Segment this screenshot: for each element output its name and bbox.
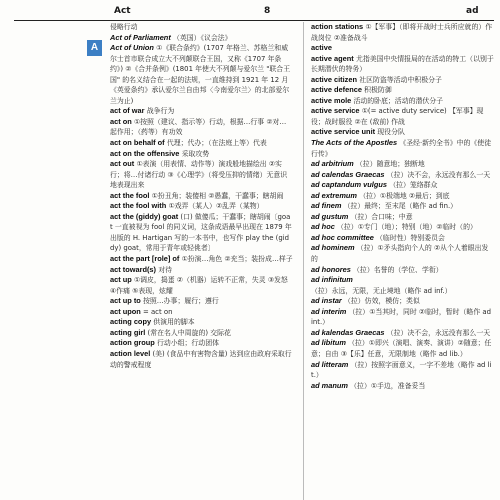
entry-definition: （临时性）特别委员会	[376, 233, 445, 242]
entry-headword: ad honores	[311, 264, 351, 274]
dictionary-entry	[110, 265, 293, 276]
dictionary-entry	[110, 149, 293, 160]
entry-definition: （拉）笼络群众	[389, 181, 438, 190]
dictionary-entry	[110, 117, 293, 138]
entry-headword: acting girl	[110, 327, 146, 337]
entry-headword: ad interim	[311, 306, 347, 316]
letter-tab: A	[87, 40, 102, 56]
entry-headword: act the part [role] of	[110, 254, 180, 264]
dictionary-entry	[311, 22, 494, 43]
dictionary-entry	[110, 317, 293, 328]
dictionary-entry	[110, 22, 293, 33]
entry-headword: ad finem	[311, 201, 342, 211]
dictionary-entry	[110, 275, 293, 296]
entry-definition: 战争行为	[146, 107, 175, 116]
dictionary-entry	[110, 191, 293, 202]
entry-definition: ①扮演…角色 ②充当；装扮成…样子	[181, 255, 293, 264]
right-column	[311, 22, 494, 391]
dictionary-entry	[311, 212, 494, 223]
dictionary-entry	[110, 43, 293, 106]
entry-definition: (美) (食品中有害物含量) 达到应由政府采取行动的警戒程度	[110, 349, 292, 369]
entry-headword: act the (giddy) goat	[110, 211, 179, 221]
entry-headword: act up to	[110, 296, 141, 306]
entry-definition: （拉）①当其时，同时 ②临时，暂时（略作 ad int.）	[311, 307, 492, 327]
entry-headword: Act of Parliament	[110, 32, 171, 42]
entry-definition: （拉）名誉的（学位、学衔）	[353, 265, 443, 274]
dictionary-entry	[110, 106, 293, 117]
entry-definition: （拉）①即兴（演唱、演奏、演讲）②随意；任意；自由 ③【乐】任意，无限制地（略作 ad lib.）	[311, 339, 492, 358]
header-left-guideword: Act	[114, 6, 131, 16]
dictionary-entry	[311, 222, 494, 233]
entry-definition: 积极防御	[364, 86, 392, 95]
dictionary-entry	[311, 381, 494, 392]
dictionary-entry	[311, 96, 494, 107]
entry-definition: 按照…办事；履行；遵行	[143, 297, 219, 306]
entry-headword: ad litteram	[311, 359, 349, 369]
entry-definition: （拉）决不会，永远没有那么一天	[386, 170, 491, 179]
entry-headword: active service unit	[311, 127, 376, 137]
entry-headword: active defence	[311, 85, 362, 95]
dictionary-entry	[110, 328, 293, 339]
dictionary-entry	[311, 127, 494, 138]
entry-definition: 现役分队	[377, 128, 405, 137]
entry-definition: （拉）最终；至末尾（略作 ad fin.）	[343, 202, 458, 211]
entry-columns	[106, 22, 496, 500]
dictionary-entry	[110, 254, 293, 265]
dictionary-entry	[311, 191, 494, 202]
entry-headword: action group	[110, 338, 155, 348]
column-divider	[303, 22, 304, 500]
dictionary-entry	[311, 201, 494, 212]
entry-definition: (口) 做傻瓜；干蠢事；瞎胡闹〔goat 一直被视为 fool 的同义词，这条成语最早出现在 1879 年出版的 H. Hartigan 写的一本书中，也写作 play the (giddy) goat，常用于青年或轻佻者〕	[110, 212, 292, 253]
dictionary-entry	[311, 265, 494, 276]
entry-definition: 对待	[158, 265, 172, 274]
entry-headword: act up	[110, 275, 132, 285]
entry-definition: （拉）决不会，永远没有那么一天	[386, 328, 491, 337]
entry-definition: ①《联合条约》(1707 年格兰、苏格兰和威尔士首市联合成立大不列颠联合王国，又称《1707 年条约》) ②《合并条例》(1801 年使大不列颠与爱尔兰 "联合王国" 的名义结合在一起的法规，一直维持到 1921 年 12 月《英爱条约》承认爱尔兰自由邦〈今南爱尔兰〉的北部爱尔兰为止)	[110, 44, 291, 105]
entry-definition: （拉）按照字面意义，一字不差地（略作 ad lit.）	[311, 360, 492, 380]
entry-definition: ①调皮，捣蛋 ②（机器）运转不正常，失灵 ③发怒 ④作痛 ⑤表现，炫耀	[110, 276, 288, 295]
entry-definition: 侵略行动	[110, 23, 138, 31]
entry-headword: active mole	[311, 95, 352, 105]
entry-definition: ①戏弄（某人）②乱弄（某物）	[168, 202, 264, 211]
entry-headword: action stations	[311, 22, 364, 31]
entry-headword: act the fool with	[110, 201, 167, 211]
entry-headword: ad infinitum	[311, 275, 353, 285]
entry-headword: ad kalendas Graecas	[311, 327, 385, 337]
entry-definition: （拉）仿效，模仿；类似	[344, 297, 420, 306]
entry-headword: act on	[110, 116, 132, 126]
entry-definition: 《圣经·新约全书》中的《使徒行传》	[311, 139, 492, 158]
entry-headword: Act of Union	[110, 43, 154, 53]
entry-headword: act on behalf of	[110, 138, 165, 148]
entry-definition: 代理；代办；（在法庭上等）代表	[166, 139, 267, 148]
dictionary-entry	[311, 243, 494, 264]
dictionary-entry	[110, 212, 293, 254]
dictionary-entry	[110, 159, 293, 191]
entry-definition: ①扮丑角；装傻相 ②愚蠢，干蠢事；瞎胡闹	[151, 191, 284, 200]
dictionary-entry	[311, 85, 494, 96]
entry-definition: ①【军事】（即将开战时士兵所应就的）作战岗位 ②准备战斗	[311, 23, 493, 42]
dictionary-entry	[311, 328, 494, 339]
entry-headword: ad calendas Graecas	[311, 169, 385, 179]
entry-headword: ad arbitrium	[311, 159, 354, 169]
entry-headword: act on the offensive	[110, 148, 180, 158]
entry-headword: active agent	[311, 53, 354, 63]
entry-headword: ad manum	[311, 380, 348, 390]
entry-headword: ad gustum	[311, 211, 349, 221]
dictionary-entry	[311, 360, 494, 381]
entry-definition: （拉）合口味；中意	[350, 212, 413, 221]
entry-headword: act the fool	[110, 190, 150, 200]
entry-definition: 社区防盗等活动中积极分子	[359, 75, 442, 84]
dictionary-entry	[311, 138, 494, 159]
dictionary-entry	[311, 296, 494, 307]
entry-definition: = act on	[143, 307, 173, 316]
page-header	[14, 4, 494, 21]
dictionary-entry	[311, 43, 494, 54]
entry-headword: ad hoc committee	[311, 232, 374, 242]
entry-headword: ad captandum vulgus	[311, 180, 387, 190]
dictionary-entry	[110, 138, 293, 149]
left-column	[110, 22, 293, 370]
entry-headword: act toward(s)	[110, 264, 156, 274]
entry-headword: active citizen	[311, 74, 358, 84]
entry-definition: （拉）永远，无限，无止境地（略作 ad inf.）	[311, 286, 452, 295]
dictionary-entry	[110, 201, 293, 212]
entry-definition: （拉）①矛头指向个人的 ②从个人着眼出发的	[311, 244, 489, 264]
dictionary-entry	[311, 180, 494, 191]
entry-definition: 采取攻势	[181, 149, 210, 158]
entry-headword: acting copy	[110, 317, 152, 327]
entry-definition: (常在名人中周旋的) 交际花	[147, 328, 231, 337]
entry-headword: active	[311, 43, 332, 53]
entry-headword: active service	[311, 106, 360, 116]
entry-headword: act upon	[110, 306, 141, 316]
dictionary-entry	[311, 275, 494, 296]
dictionary-entry	[311, 338, 494, 359]
dictionary-entry	[110, 307, 293, 318]
header-right-guideword: ad	[466, 6, 479, 16]
entry-headword: ad hominem	[311, 243, 355, 253]
entry-definition: ①按照（建议、指示等）行动，根据…行事 ②对…起作用；（药等）有功效	[110, 117, 287, 137]
dictionary-entry	[110, 296, 293, 307]
dictionary-entry	[311, 54, 494, 75]
dictionary-entry	[311, 307, 494, 328]
entry-definition: ①表演（用表情、动作等）演戏般地描绘出 ②实行；将…付诸行动 ③《心理学》（将受压抑的情绪）无意识地表现出来	[110, 160, 288, 190]
dictionary-entry	[311, 170, 494, 181]
entry-headword: ad hoc	[311, 222, 335, 232]
dictionary-entry	[110, 33, 293, 44]
entry-headword: action level	[110, 348, 151, 358]
entry-headword: act of war	[110, 106, 145, 116]
entry-definition: 活动的卧底；活动的潜伏分子	[353, 96, 444, 105]
page-number: 8	[264, 6, 271, 16]
entry-definition: （英国）《议会法》	[173, 33, 232, 42]
dictionary-entry	[110, 338, 293, 349]
entry-headword: ad libitum	[311, 338, 346, 348]
entry-definition: （拉）①极端地 ②最后；到底	[359, 191, 450, 200]
dictionary-entry	[311, 233, 494, 244]
entry-definition: 供演用的脚本	[153, 318, 195, 327]
dictionary-entry	[110, 349, 293, 370]
entry-definition: 行动小组；行动团体	[156, 339, 219, 348]
entry-definition: ①(= active duty service) 【军事】现役；战时服役 ②在 (敌前) 作战	[311, 107, 484, 126]
dictionary-entry	[311, 75, 494, 86]
entry-definition: 尤指美国中央情报局的在活动的特工（以别于长期潜伏的特务）	[311, 54, 494, 74]
entry-definition: （拉）随意地；独断地	[355, 160, 425, 169]
dictionary-entry	[311, 159, 494, 170]
entry-headword: ad instar	[311, 296, 342, 306]
entry-definition: （拉）①手边，准备妥当	[350, 381, 426, 390]
dictionary-entry	[311, 106, 494, 127]
entry-definition: （拉）①专门（地）；特别（地）②临时（的）	[337, 223, 477, 232]
entry-headword: ad extremum	[311, 190, 358, 200]
entry-headword: act out	[110, 159, 135, 169]
entry-headword: The Acts of the Apostles	[311, 138, 398, 148]
